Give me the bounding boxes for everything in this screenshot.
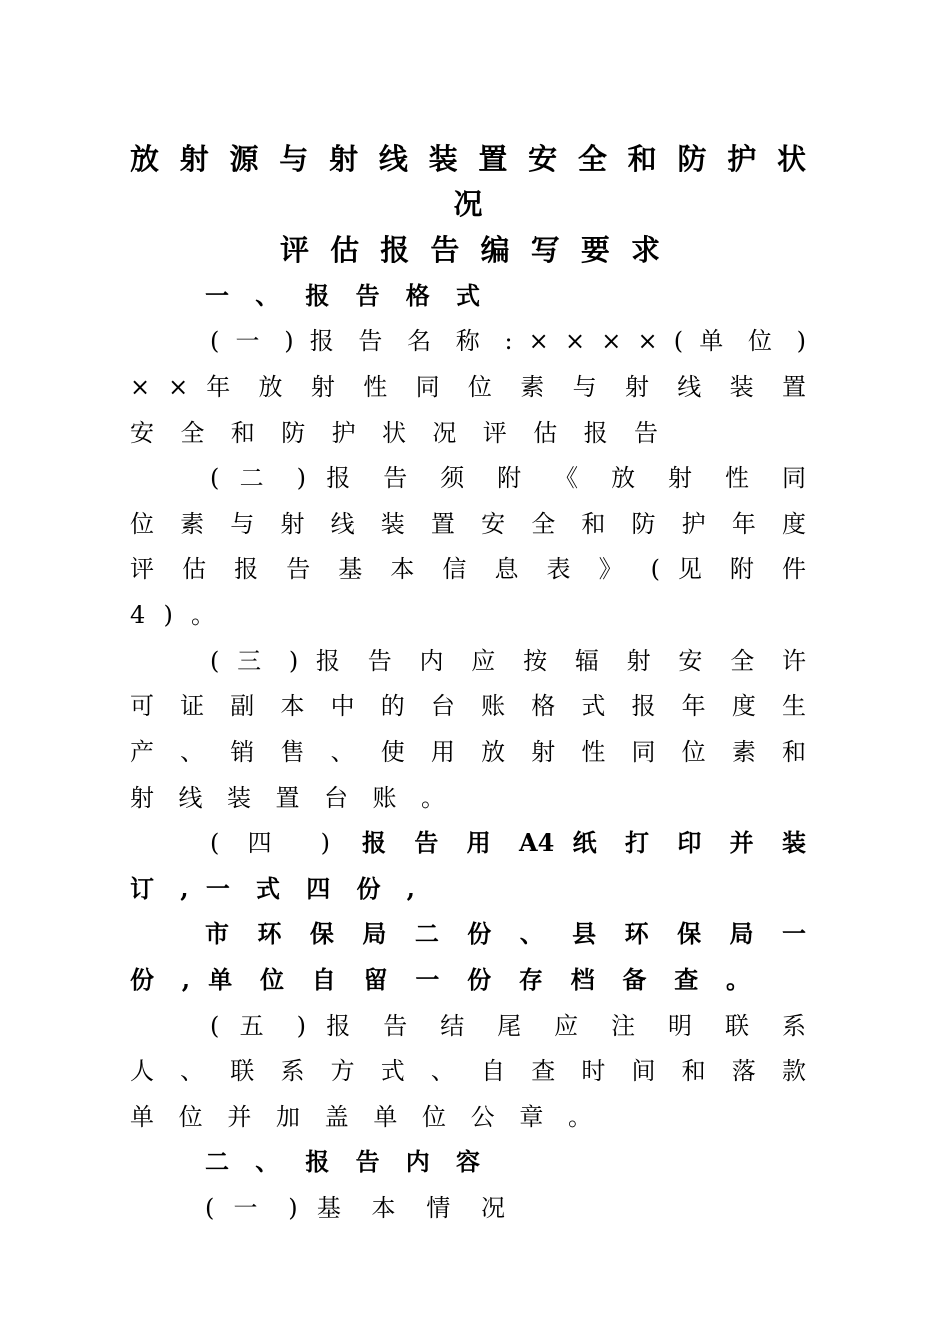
document-subtitle: 评 估 报 告 编 写 要 求 [280, 233, 660, 267]
paragraph-line-bold: 订 , 一 式 四 份 , [130, 874, 415, 903]
section-heading-content: 二 、 报 告 内 容 [205, 1147, 480, 1176]
paragraph-line: ( 三 ) 报 告 内 应 按 辐 射 安 全 许 [210, 647, 806, 675]
paragraph-line: 射 线 装 置 台 账 。 [130, 784, 445, 812]
section-heading-format: 一 、 报 告 格 式 [205, 281, 480, 310]
paragraph-line-bold: 市 环 保 局 二 份 、 县 环 保 局 一 [205, 919, 806, 948]
paragraph-line: 可 证 副 本 中 的 台 账 格 式 报 年 度 生 [130, 692, 806, 720]
paragraph-line: × × 年 放 射 性 同 位 素 与 射 线 装 置 [130, 373, 806, 401]
paragraph-line: ( 二 ) 报 告 须 附 《 放 射 性 同 [210, 464, 806, 492]
paragraph-line: 位 素 与 射 线 装 置 安 全 和 防 护 年 度 [130, 510, 806, 538]
paragraph-line: 单 位 并 加 盖 单 位 公 章 。 [130, 1103, 592, 1131]
subsection-heading: ( 一 ) 基 本 情 况 [205, 1194, 505, 1222]
paragraph-line: 评 估 报 告 基 本 信 息 表 》 ( 见 附 件 [130, 555, 806, 583]
paragraph-line: 安 全 和 防 护 状 况 评 估 报 告 [130, 419, 658, 447]
paragraph-line: 产 、 销 售 、 使 用 放 射 性 同 位 素 和 [130, 738, 806, 766]
paragraph-line: 人 、 联 系 方 式 、 自 查 时 间 和 落 款 [130, 1057, 806, 1085]
document-title-line-1: 放 射 源 与 射 线 装 置 安 全 和 防 护 状 [130, 142, 806, 176]
paragraph-line: ( 五 ) 报 告 结 尾 应 注 明 联 系 [210, 1012, 806, 1040]
paragraph-line: ( 一 ) 报 告 名 称 : × × × × ( 单 位 ) [210, 327, 806, 355]
paragraph-line-prefix: ( 四 ) [210, 829, 330, 857]
paragraph-line-bold: 报 告 用 A4 纸 打 印 并 装 [362, 828, 806, 857]
paragraph-line: 4 ) 。 [130, 601, 215, 629]
document-title-line-2: 况 [453, 187, 483, 221]
paragraph-line-bold: 份 , 单 位 自 留 一 份 存 档 备 查 。 [130, 965, 750, 994]
